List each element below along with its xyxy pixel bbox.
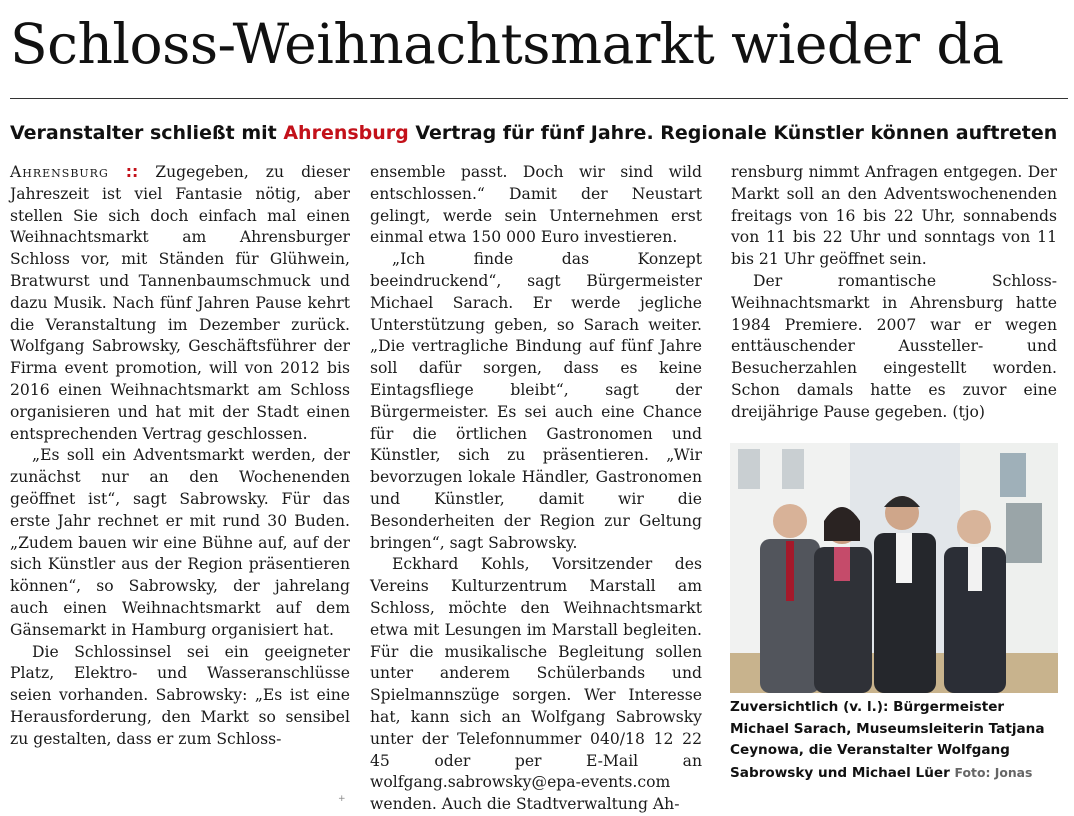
dateline-marker: ::	[125, 163, 139, 181]
subheadline-after: Vertrag für fünf Jahre. Regionale Künstler können auftreten	[408, 122, 1058, 144]
paragraph: ensemble passt. Doch wir sind wild entschlossen.“ Damit der Neustart gelingt, werde sein Unternehmen erst einmal etwa 150 000 Euro investieren.	[370, 163, 702, 247]
author-signature: (tjo)	[952, 402, 986, 421]
paragraph	[731, 271, 1057, 424]
paragraph: „Es soll ein Adventsmarkt werden, der zunächst nur an den Wochenenden geöffnet ist“, sagt Sabrowsky. Für das erste Jahr rechnet er mit rund 30 Buden. „Zudem bauen wir eine Bühne auf, auf der sich Künstler aus der Region präsentieren können“, so Sabrowsky, der jahrelang auch einen Weihnachtsmarkt auf dem Gänsemarkt in Hamburg organisiert hat.	[10, 446, 350, 639]
paragraph-text: Der romantische Schloss-Weihnachtsmarkt in Ahrensburg hatte 1984 Premiere. 2007 war er wegen enttäuschender Aussteller- und Besucherzahlen eingestellt worden. Schon damals hatte es zuvor eine dreijährige Pause gegeben.	[731, 271, 1057, 421]
email-address: wolfgang.sabrowsky@epa-events.com	[370, 773, 671, 792]
dateline: Ahrensburg	[10, 163, 109, 181]
photo-credit: Foto: Jonas	[954, 764, 1033, 780]
photo-caption	[730, 697, 1060, 784]
paragraph	[370, 554, 702, 816]
headline: Schloss-Weihnachtsmarkt wieder da	[10, 12, 1004, 76]
subheadline-before: Veranstalter schließt mit	[10, 122, 284, 144]
paragraph-text: Eckhard Kohls, Vorsitzender des Vereins Kulturzentrum Marstall am Schloss, möchte den Weihnachtsmarkt etwa mit Lesungen im Marstall begleiten. Für die musikalische Begleitung sollen unter anderem Schülerbands und Spielmannszüge sorgen. Wer Interesse hat, kann sich an Wolfgang Sabrowsky unter der Telefonnummer 040/18 12 22 45 oder per E-Mail an	[370, 555, 702, 770]
headline-rule	[10, 98, 1068, 99]
article-photo	[730, 443, 1058, 693]
photo-illustration	[730, 443, 1058, 693]
paragraph-text: Zugegeben, zu dieser Jahreszeit ist viel Fantasie nötig, aber stellen Sie sich doch einfach mal einen Weihnachtsmarkt am Ahrensburger Schloss vor, mit Ständen für Glühwein, Bratwurst und Tannenbaumschmuck und dazu Musik. Nach fünf Jahren Pause kehrt die Veranstaltung im Dezember zurück. Wolfgang Sabrowsky, Geschäftsführer der Firma event promotion, will von 2012 bis 2016 einen Weihnachtsmarkt am Schloss organisieren und hat mit der Stadt einen entsprechenden Vertrag geschlossen.	[10, 163, 350, 443]
paragraph-text: wenden. Auch die Stadtverwaltung Ah-	[370, 795, 680, 814]
paragraph	[10, 162, 350, 445]
paragraph: rensburg nimmt Anfragen entgegen. Der Markt soll an den Adventswochenenden freitags von 16 bis 22 Uhr, sonnabends von 11 bis 22 Uhr und sonntags von 11 bis 21 Uhr geöffnet sein.	[731, 163, 1057, 269]
article-column-3	[731, 162, 1057, 424]
caption-text: Zuversichtlich (v. l.): Bürgermeister Michael Sarach, Museumsleiterin Tatjana Ceynowa, die Veranstalter Wolfgang Sabrowsky und Michael Lüer	[730, 699, 1045, 781]
article-column-1	[10, 162, 350, 751]
crop-mark: +	[338, 794, 346, 804]
article-column-2	[370, 162, 702, 816]
subheadline	[10, 118, 1070, 148]
paragraph: „Ich finde das Konzept beeindruckend“, sagt Bürgermeister Michael Sarach. Er werde jegliche Unterstützung geben, so Sarach weiter. „Die vertragliche Bindung auf fünf Jahre soll dafür sorgen, dass es keine Eintagsfliege bleibt“, sagt der Bürgermeister. Es sei auch eine Chance für die örtlichen Gastronomen und Künstler, sich zu präsentieren. „Wir bevorzugen lokale Händler, Gastronomen und Künstler, damit wir die Besonderheiten der Region zur Geltung bringen“, sagt Sabrowsky.	[370, 250, 702, 552]
paragraph: Die Schlossinsel sei ein geeigneter Platz, Elektro- und Wasseranschlüsse seien vorhanden. Sabrowsky: „Es ist eine Herausforderung, den Markt so sensibel zu gestalten, dass er zum Schloss-	[10, 642, 350, 748]
subheadline-accent: Ahrensburg	[283, 122, 409, 144]
